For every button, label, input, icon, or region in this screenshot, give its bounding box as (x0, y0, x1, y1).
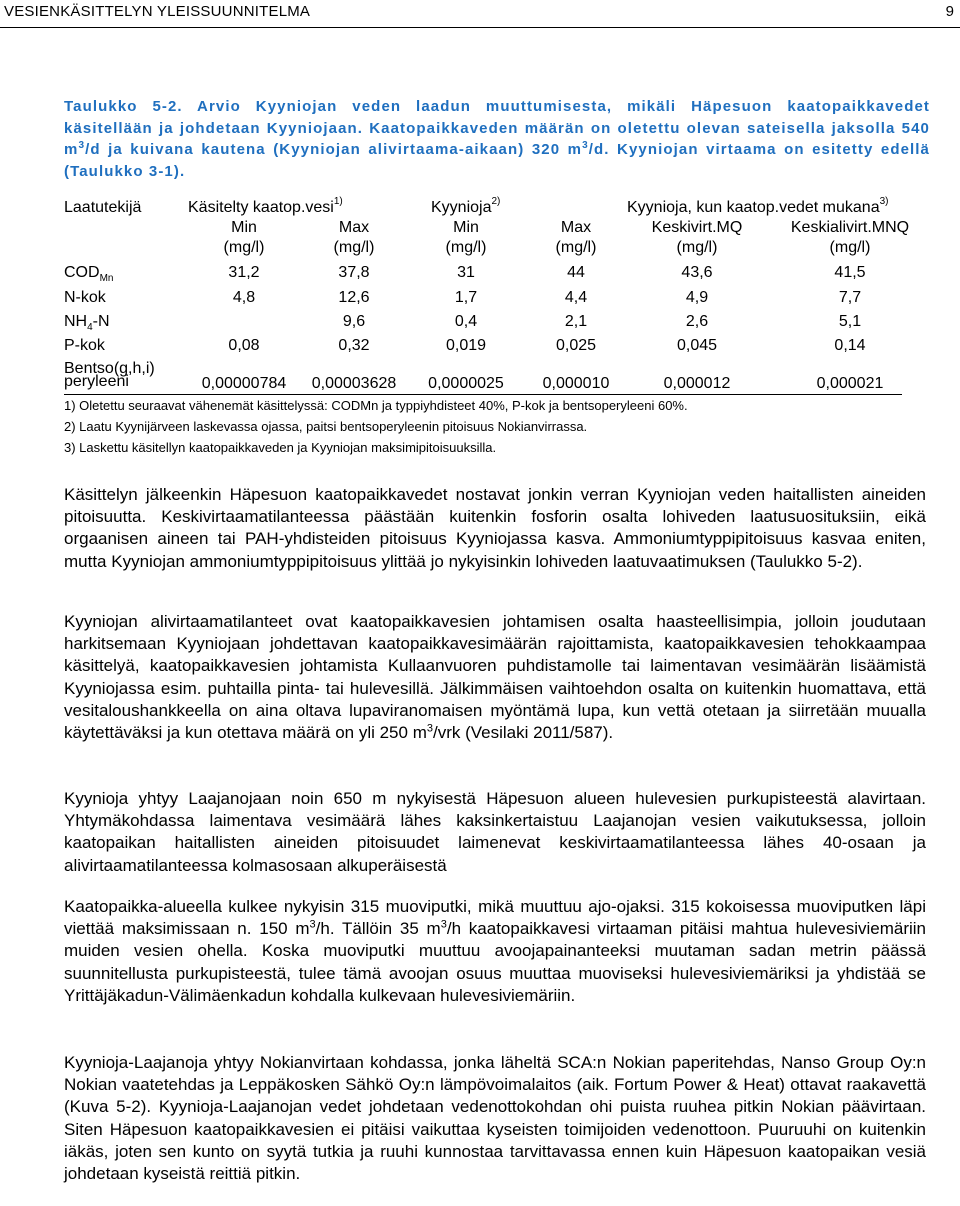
page-header (0, 0, 960, 28)
header-kyynioja-text: Kyynioja (431, 199, 492, 216)
row-name-cod-sub: Mn (99, 273, 114, 285)
header-mukana-text: Kyynioja, kun kaatop.vedet mukana (627, 199, 880, 216)
paragraph-2-part-b: /vrk (Vesilaki 2011/587). (432, 723, 614, 743)
paragraph-3-text: Kyynioja yhtyy Laajanojaan noin 650 m nykyisestä Häpesuon alueen hulevesien purkupisteestä alavirtaan. Yhtymäkohdassa laimentava vesimäärä lähes kaksinkertaistuu Laajanojan vesien vaikutuksessa, jolloin kaatopaikan haitallisten aineiden pitoisuudet laimenevat keskivirtaamatilanteessa lähes 40-osaan ja alivirtaamatilanteessa kolmasosaan alkuperäisestä (64, 789, 926, 875)
header-mukana (627, 195, 889, 217)
table-cell: 5,1 (838, 313, 862, 330)
document-title: VESIENKÄSITTELYN YLEISSUUNNITELMA (4, 3, 311, 20)
paragraph-2-part-a: Kyyniojan alivirtaamatilanteet ovat kaatopaikkavesien johtamisen osalta haasteellisimpia, jolloin joudutaan harkitsemaan Kyyniojaan johdettavan kaatopaikkavesimäärän rajoittamista, kaatopaikkavesien tehokkaampaa käsittelyä, kaatopaikkavesien johtamista Kullaanvuoren puhdistamolle tai laimentavan vesimäärän lisäämistä Kyyniojassa esim. puhtailla pinta- tai hulevesillä. Jälkimmäisen vaihtoehdon osalta on kuitenkin huomattava, että vesitaloushankkeella on aina oltava lupaviranomaisen myöntämä lupa, kun vettä otetaan ja siirretään muualla käytettäväksi ja kun otettava määrä on yli 250 m (64, 612, 926, 743)
table-cell: 0,32 (338, 337, 370, 354)
header-kasitelty-sup: 1) (333, 195, 343, 207)
sub-max-1: Max (338, 219, 370, 236)
footnote-2: 2) Laatu Kyynijärveen laskevassa ojassa, paitsi bentsoperyleenin pitoisuus Nokianvirrassa. (64, 419, 588, 434)
header-kyynioja-sup: 2) (491, 195, 501, 207)
table-cell: 0,045 (676, 337, 718, 354)
paragraph-1 (64, 484, 926, 573)
table-caption (64, 96, 930, 182)
table-cell: 41,5 (834, 264, 866, 281)
unit-1: (mg/l) (223, 239, 265, 256)
table-cell: 4,8 (232, 289, 256, 306)
table-cell: 31 (457, 264, 475, 281)
header-kyynioja (431, 195, 501, 217)
table-cell: 1,7 (454, 289, 478, 306)
paragraph-4-sup-1: 3 (309, 918, 316, 931)
table-cell: 43,6 (681, 264, 713, 281)
table-cell: 0,00000784 (201, 375, 287, 392)
table-cell: 7,7 (838, 289, 862, 306)
unit-2: (mg/l) (333, 239, 375, 256)
footnote-3: 3) Laskettu käsitellyn kaatopaikkaveden ja Kyyniojan maksimipitoisuuksilla. (64, 440, 497, 455)
table-cell: 0,019 (445, 337, 487, 354)
table-cell: 4,4 (564, 289, 588, 306)
paragraph-4-text (64, 896, 926, 1007)
table-cell: 0,000010 (542, 375, 610, 392)
paragraph-4-part-b: /h. Tällöin 35 m (315, 919, 441, 939)
caption-text-2: /d ja kuivana kautena (Kyyniojan alivirtaama-aikaan) 320 m (85, 141, 583, 158)
table-cell: 0,08 (228, 337, 260, 354)
row-name-bentso-line2: peryleeni (64, 373, 129, 390)
paragraph-4-part-c: /h kaatopaikkavesi virtaaman pitäisi mahtua hulevesiviemäriin muiden vesien ohella. Koska muoviputki muuttuu avoojapainanteeksi muutaman sadan metrin päässä suunnitellusta purkupisteestä, tulee tämä avoojan osuus muuttaa muoviseksi hulevesiviemäriksi ja yhdistää se Yrittäjäkadun-Välimäenkadun kohdalla kulkevaan hulevesiviemäriin. (64, 919, 926, 1005)
header-kasitelty-text: Käsitelty kaatop.vesi (188, 199, 334, 216)
header-laatutekija: Laatutekijä (64, 199, 142, 216)
table-cell: 0,000012 (663, 375, 731, 392)
table-cell: 0,025 (555, 337, 597, 354)
sub-min-1: Min (231, 219, 257, 236)
row-name-pkok: P-kok (64, 337, 105, 354)
table-cell: 0,14 (834, 337, 866, 354)
table-cell: 37,8 (338, 264, 370, 281)
sub-keskialivirt: Keskialivirt.MNQ (790, 219, 910, 236)
table-cell: 12,6 (338, 289, 370, 306)
table-cell: 2,1 (564, 313, 588, 330)
row-name-nh4n-suffix: -N (92, 313, 110, 330)
paragraph-5-text: Kyynioja-Laajanoja yhtyy Nokianvirtaan kohdassa, jonka läheltä SCA:n Nokian paperitehdas, Nanso Group Oy:n Nokian vaatetehdas ja Leppäkosken Sähkö Oy:n lämpövoimalaitos (aik. Fortum Power & Heat) ottavat raakavettä (Kuva 5-2). Kyynioja-Laajanojan vedet johdetaan vedenottokohdan ohi puista ruuhea pitkin Nokian päävirtaan. Siten Häpesuon kaatopaikkavesien ei pitäisi vaikuttaa kyseisten toimijoiden vedenottoon. Puuruuhi on kuitenkin iäkäs, joten sen kunto on syytä tutkia ja ruuhi kunnostaa tarvittavassa ennen kuin Häpesuon kaatopaikan vesiä johdetaan kyseistä reittiä pitkin. (64, 1053, 926, 1184)
paragraph-1-text: Käsittelyn jälkeenkin Häpesuon kaatopaikkavedet nostavat jonkin verran Kyyniojan veden haitallisten aineiden pitoisuutta. Keskivirtaamatilanteessa päästään kuitenkin fosforin osalta lohiveden laatusuosituksiin, eikä orgaanisen aineen tai PAH-yhdisteiden pitoisuus Kyyniojassa kasva. Ammoniumtyppipitoisuus kasvaa eniten, mutta Kyyniojan ammoniumtyppipitoisuus ylittää jo nykyisinkin lohiveden laatuvaatimuksen (Taulukko 5-2). (64, 485, 926, 571)
footnote-1: 1) Oletettu seuraavat vähenemät käsittelyssä: CODMn ja typpiyhdisteet 40%, P-kok ja bentsoperyleeni 60%. (64, 398, 688, 413)
paragraph-3 (64, 788, 926, 877)
caption-text-3: /d. Kyyniojan virtaama on esitetty edellä (Taulukko 3-1). (64, 141, 930, 180)
row-name-nh4n-sub: 4 (87, 322, 93, 334)
paragraph-2-text (64, 611, 926, 744)
table-cell: 2,6 (685, 313, 709, 330)
paragraph-2 (64, 611, 926, 744)
sub-min-2: Min (453, 219, 479, 236)
paragraph-2-sup: 3 (426, 722, 433, 735)
sub-max-2: Max (560, 219, 592, 236)
table-cell: 9,6 (342, 313, 366, 330)
caption-sup-2: 3 (582, 140, 589, 151)
paragraph-4-sup-2: 3 (440, 918, 447, 931)
unit-4: (mg/l) (555, 239, 597, 256)
header-mukana-sup: 3) (879, 195, 889, 207)
paragraph-5 (64, 1052, 926, 1185)
unit-5: (mg/l) (676, 239, 718, 256)
page-number: 9 (945, 3, 954, 20)
unit-3: (mg/l) (445, 239, 487, 256)
row-name-nh4n (64, 313, 110, 334)
table-cell: 4,9 (685, 289, 709, 306)
table-cell: 31,2 (228, 264, 260, 281)
table-cell: 0,4 (454, 313, 478, 330)
row-name-bentso: Bentso(g,h,i) (64, 360, 155, 377)
row-name-nh4n-text: NH (64, 313, 88, 330)
row-name-nkok: N-kok (64, 289, 106, 306)
unit-6: (mg/l) (829, 239, 871, 256)
caption-text-1: Taulukko 5-2. Arvio Kyyniojan veden laadun muuttumisesta, mikäli Häpesuon kaatopaikkavedet käsitellään ja johdetaan Kyyniojaan. Kaatopaikkaveden määrän on oletettu olevan sateisella jaksolla 540 m (64, 98, 930, 158)
row-name-cod (64, 264, 114, 285)
table-cell: 0,0000025 (428, 375, 504, 392)
sub-keskivirt: Keskivirt.MQ (651, 219, 743, 236)
table-cell: 44 (567, 264, 585, 281)
table-cell: 0,000021 (816, 375, 884, 392)
paragraph-4-part-a: Kaatopaikka-alueella kulkee nykyisin 315 muoviputki, mikä muuttuu ajo-ojaksi. 315 kokoisessa muoviputken läpi viettää maksimissaan n. 150 m (64, 897, 926, 939)
caption-sup-1: 3 (78, 140, 86, 151)
table-cell: 0,00003628 (311, 375, 397, 392)
row-name-cod-text: COD (64, 264, 100, 281)
table-bottom-rule (64, 394, 902, 395)
paragraph-4 (64, 896, 926, 1007)
header-kasitelty (188, 195, 343, 217)
